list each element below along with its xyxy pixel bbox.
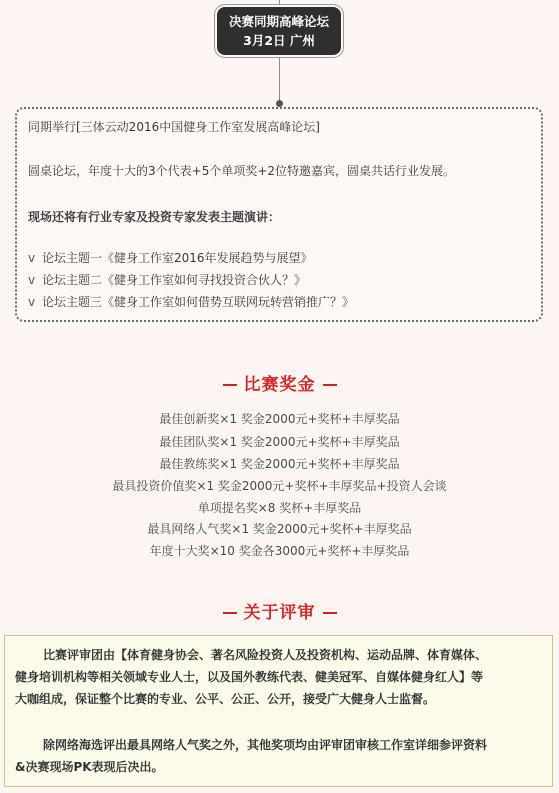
judging-section-title — [0, 598, 559, 623]
forum-line-1: 同期举行[三体云动2016中国健身工作室发展高峰论坛] — [28, 120, 320, 134]
prizes-section-title — [0, 370, 559, 395]
prize-item: 最佳创新奖×1 奖金2000元+奖杯+丰厚奖品 — [159, 412, 400, 426]
judging-paragraph-1 — [15, 644, 543, 710]
check-icon: v — [28, 295, 36, 309]
event-date-place: 3月2日 广州 — [243, 33, 315, 48]
judging-p1-line: 大咖组成，保证整个比赛的专业、公平、公正、公开，接受广大健身人士监督。 — [15, 692, 436, 706]
forum-line-3: 现场还将有行业专家及投资专家发表主题演讲： — [28, 210, 281, 224]
prize-item: 最具网络人气奖×1 奖金2000元+奖杯+丰厚奖品 — [147, 522, 412, 536]
connector-line-bottom — [279, 57, 280, 102]
title-dash-left — [223, 612, 237, 614]
title-dash-right — [323, 384, 337, 386]
title-dash-left — [223, 384, 237, 386]
judging-paragraph-2 — [15, 734, 543, 778]
forum-line-2: 圆桌论坛，年度十大的3个代表+5个单项奖+2位特邀嘉宾，圆桌共话行业发展。 — [28, 164, 456, 178]
check-icon: v — [28, 251, 36, 265]
prize-item: 最佳教练奖×1 奖金2000元+奖杯+丰厚奖品 — [159, 457, 400, 471]
event-title: 决赛同期高峰论坛 — [228, 14, 329, 29]
connector-dot — [276, 100, 283, 107]
title-dash-right — [323, 612, 337, 614]
judging-info-box — [4, 635, 553, 787]
judging-title-text: 关于评审 — [243, 603, 316, 623]
forum-topic-2 — [28, 271, 306, 288]
prize-item: 最具投资价值奖×1 奖金2000元+奖杯+丰厚奖品+投资人会谈 — [112, 479, 447, 493]
judging-p1-line: 比赛评审团由【体育健身协会、著名风险投资人及投资机构、运动品牌、体育媒体、 — [43, 648, 488, 662]
forum-topic-text: 论坛主题三《健身工作室如何借势互联网玩转营销推广？》 — [42, 295, 355, 309]
check-icon: v — [28, 273, 36, 287]
forum-topic-text: 论坛主题二《健身工作室如何寻找投资合伙人？》 — [42, 273, 307, 287]
judging-p1-line: 健身培训机构等相关领域专业人士，以及国外教练代表、健美冠军、自媒体健身红人】等 — [15, 670, 484, 684]
forum-info-box — [15, 107, 543, 322]
judging-p2-line: 除网络海选评出最具网络人气奖之外，其他奖项均由评审团审核工作室详细参评资料 — [43, 738, 488, 752]
event-badge — [217, 7, 341, 55]
prizes-title-text: 比赛奖金 — [243, 375, 316, 395]
prize-item: 最佳团队奖×1 奖金2000元+奖杯+丰厚奖品 — [159, 435, 400, 449]
prize-item: 单项提名奖×8 奖杯+丰厚奖品 — [197, 501, 362, 515]
judging-p2-line: &决赛现场PK表现后决出。 — [15, 760, 164, 774]
forum-topic-1 — [28, 249, 313, 266]
event-header — [0, 0, 559, 110]
forum-topic-3 — [28, 293, 354, 310]
forum-topic-text: 论坛主题一《健身工作室2016年发展趋势与展望》 — [42, 251, 313, 265]
prize-item: 年度十大奖×10 奖金各3000元+奖杯+丰厚奖品 — [149, 544, 410, 558]
